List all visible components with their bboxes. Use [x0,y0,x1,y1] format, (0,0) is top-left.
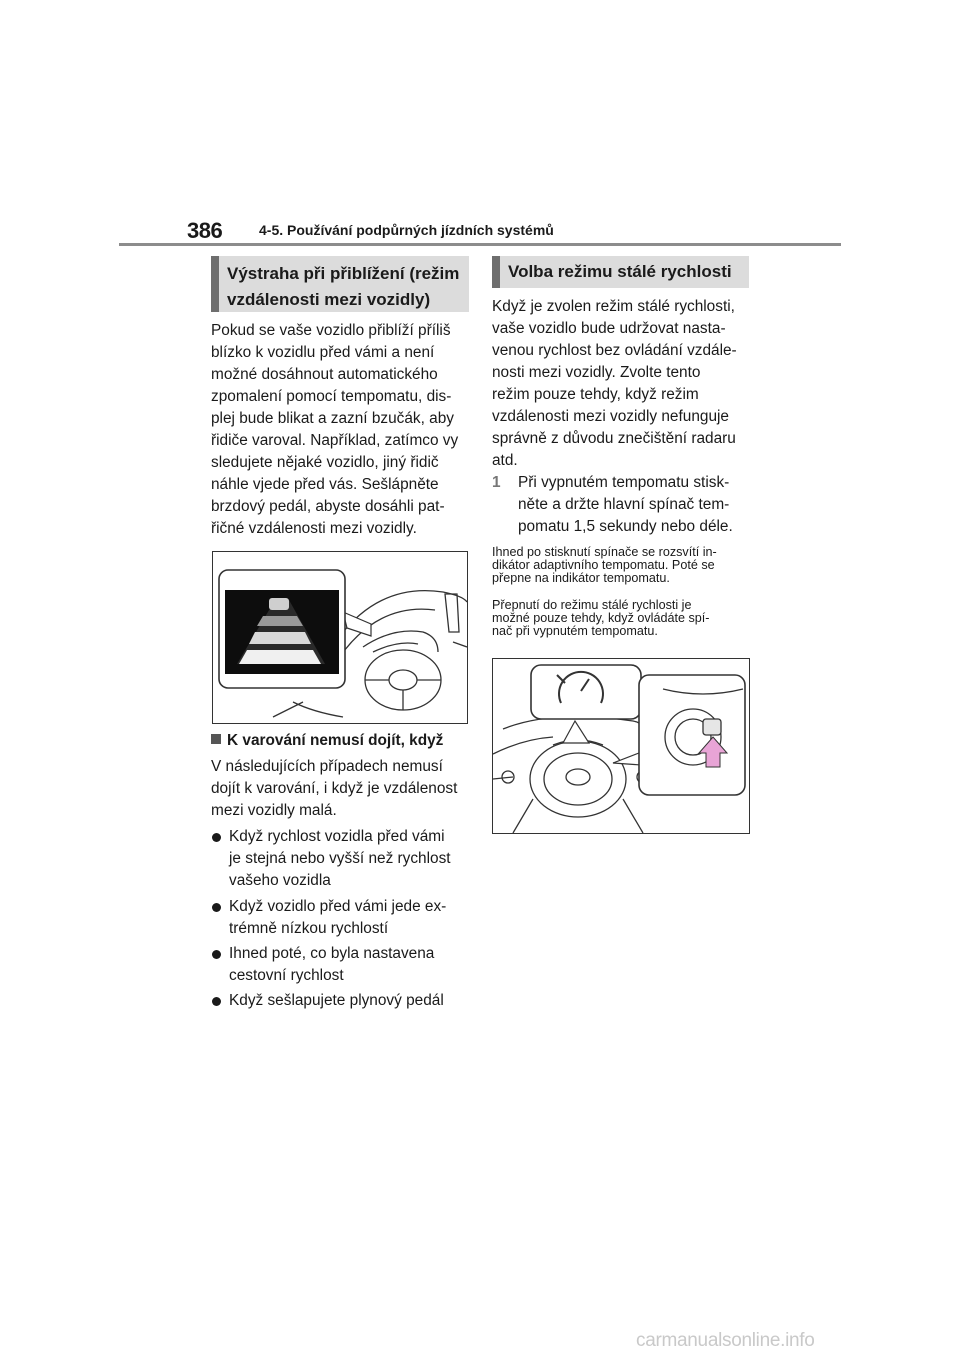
text-line: Když vozidlo před vámi jede ex- [229,898,447,915]
text-line: V následujících případech nemusí [211,758,443,775]
text-line: Přepnutí do režimu stálé rychlosti je [492,598,692,612]
text-line: řidiče varoval. Například, zatímco vy [211,432,459,449]
distance-bar-icon [249,632,311,644]
text-line: vašeho vozidla [229,872,331,889]
text-line: trémně nízkou rychlostí [229,920,389,937]
text-line: Ihned poté, co byla nastavena [229,945,435,962]
text-line: možné dosáhnout automatického [211,366,438,383]
bullet-item [211,896,487,940]
header-divider [119,243,841,246]
callout-pointer [613,753,641,765]
heading-line: vzdálenosti mezi vozidly) [227,290,431,309]
page-number: 386 [187,218,223,243]
text-line: správně z důvodu znečištění radaru [492,430,736,447]
text-line: brzdový pedál, abyste dosáhli pat- [211,498,445,515]
bullet-dot-icon [212,950,221,959]
figure-approach-warning-display [212,551,468,724]
callout-pointer [343,612,371,636]
heading-line: Výstraha při přiblížení (režim [227,264,460,283]
bullet-dot-icon [212,833,221,842]
bullet-dot-icon [212,997,221,1006]
subheading-text: K varování nemusí dojít, když [227,732,444,749]
text-line: Když sešlapujete plynový pedál [229,992,444,1009]
square-bullet-icon [211,734,221,744]
text-line: dikátor adaptivního tempomatu. Poté se [492,557,715,572]
figure-cruise-switch [492,658,750,834]
text-line: Při vypnutém tempomatu stisk- [518,474,730,491]
text-line: je stejná nebo vyšší než rychlost [229,850,451,867]
distance-bar-icon [239,650,321,664]
chapter-title: 4-5. Používání podpůrných jízdních systémů [259,222,554,238]
text-line: cestovní rychlost [229,967,344,984]
text-line: pomatu 1,5 sekundy nebo déle. [518,518,733,535]
no-warning-paragraph [211,756,473,822]
text-line: zpomalení pomocí tempomatu, dis- [211,388,452,405]
text-line: náhle vjede před vás. Sešlápněte [211,476,439,493]
text-line: vaše vozidlo bude udržovat nasta- [492,320,726,337]
text-line: dojít k varování, i když je vzdálenost [211,780,458,797]
step-item [492,472,778,538]
text-line: nač při vypnutém tempomatu. [492,623,658,638]
text-line: něte a držte hlavní spínač tem- [518,496,730,513]
constant-speed-paragraph [492,296,756,472]
text-line: sledujete nějaké vozidlo, jiný řidič [211,454,439,471]
car-ahead-icon [269,598,289,610]
bullet-item [211,990,487,1012]
text-line: nosti mezi vozidly. Zvolte tento [492,364,701,381]
heading-text: Volba režimu stálé rychlosti [508,262,732,281]
text-line: blízko k vozidlu před vámi a není [211,344,435,361]
text-line: Pokud se vaše vozidlo přiblíží příliš [211,322,451,339]
step-number: 1 [492,474,501,491]
text-line: přepne na indikátor tempomatu. [492,570,670,585]
text-line: možné pouze tehdy, když ovládáte spí- [492,610,710,625]
note-switch [492,599,756,637]
text-line: vzdálenosti mezi vozidly nefunguje [492,408,729,425]
text-line: Ihned po stisknutí spínače se rozsvítí in- [492,545,717,559]
text-line: atd. [492,452,518,469]
section-heading-approach-warning [211,256,469,312]
bullet-dot-icon [212,903,221,912]
text-line: režim pouze tehdy, když režim [492,386,699,403]
text-line: Když rychlost vozidla před vámi [229,828,445,845]
text-line: řičné vzdálenosti mezi vozidly. [211,520,417,537]
section-heading-constant-speed [492,256,749,288]
text-line: Když je zvolen režim stálé rychlosti, [492,298,735,315]
subheading-no-warning [211,730,443,752]
note-indicator [492,546,756,584]
bullet-item [211,826,487,892]
dashboard-illustration [213,552,467,723]
bullet-item [211,943,487,987]
text-line: mezi vozidly malá. [211,802,337,819]
footer-url: carmanualsonline.info [636,1330,815,1351]
callout-pointer [563,721,589,743]
distance-bar-icon [257,616,303,626]
text-line: venou rychlost bez ovládání vzdále- [492,342,737,359]
steering-wheel-illustration [493,659,749,833]
text-line: plej bude blikat a zazní bzučák, aby [211,410,454,427]
warning-paragraph [211,320,473,540]
